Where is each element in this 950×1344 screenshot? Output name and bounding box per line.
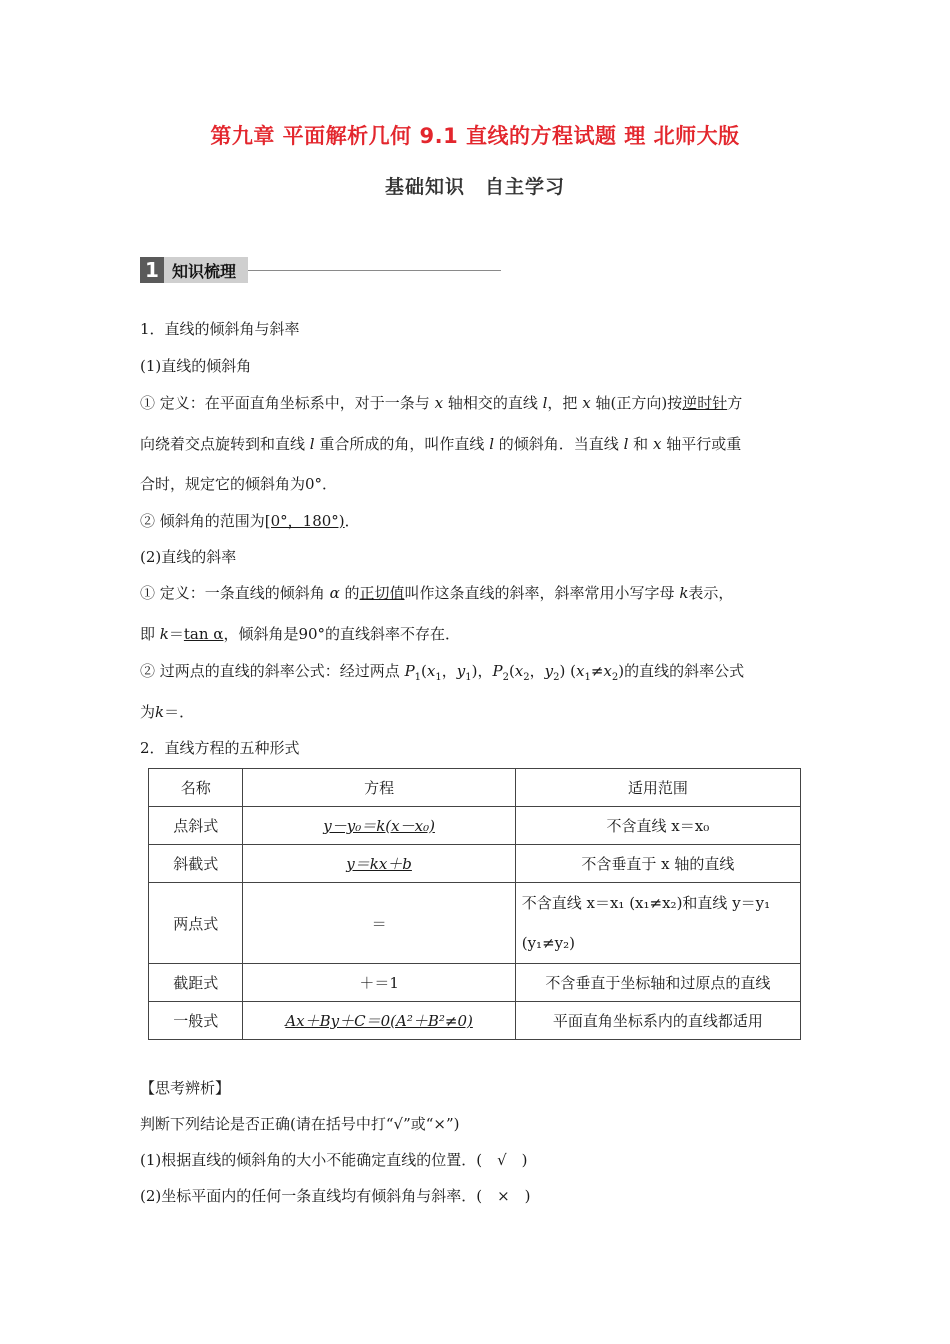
range-text: 不含直线 x＝x₁ (x₁≠x₂)和直线 y＝y₁ <box>521 894 771 912</box>
text: 轴平行或重 <box>666 435 742 453</box>
range-text: (y₁≠y₂) <box>521 934 575 952</box>
table-row <box>149 807 801 845</box>
think-item-2: (2)坐标平面内的任何一条直线均有倾斜角与斜率．( × ) <box>140 1187 531 1205</box>
table-cell: 不含直线 x＝x₀ <box>515 807 800 845</box>
var-l: l <box>623 435 629 453</box>
text: 重合所成的角，叫作直线 <box>319 435 485 453</box>
table-cell <box>243 845 515 883</box>
table-header: 适用范围 <box>515 769 800 807</box>
section-rule <box>248 270 501 271</box>
table-cell: ＝ <box>243 883 515 964</box>
var-x: x <box>434 394 444 412</box>
page-title: 第九章 平面解析几何 9.1 直线的方程试题 理 北师大版 <box>210 124 740 148</box>
text: 表示， <box>688 584 734 602</box>
text: ，倾斜角是90°的直线斜率不存在． <box>223 625 461 643</box>
text: 即 <box>140 625 156 643</box>
section-label: 知识梳理 <box>164 257 248 283</box>
var-l: l <box>542 394 548 412</box>
page-subtitle: 基础知识 自主学习 <box>384 176 565 198</box>
answer-blank: Ax＋By＋C＝0(A²＋B²≠0) <box>285 1012 473 1030</box>
table-cell: ＋＝1 <box>243 964 515 1002</box>
equation-forms-table <box>148 768 801 1040</box>
var-x: x <box>582 394 591 412</box>
text: 方 <box>727 394 743 412</box>
table-cell: 点斜式 <box>149 807 243 845</box>
heading-1-2: (2)直线的斜率 <box>140 548 237 566</box>
text: ② 倾斜角的范围为 <box>140 512 265 530</box>
answer-blank: 正切值 <box>359 584 405 602</box>
table-cell: 不含垂直于 x 轴的直线 <box>515 845 800 883</box>
text: 的倾斜角．当直线 <box>498 435 619 453</box>
answer-blank: [0°，180°) <box>264 512 345 530</box>
var-k: k <box>155 703 165 721</box>
text: 向绕着交点旋转到和直线 <box>140 435 306 453</box>
text: 的直线的斜率公式 <box>624 662 745 680</box>
two-point-line: ② 过两点的直线的斜率公式：经过两点 $P_1(x_1$，$y_1$)，$P_2(x_2$，$y_2$) $(x_1\ne x_2)$的直线的斜率公式 <box>140 662 745 683</box>
section-header <box>140 257 501 283</box>
heading-2: 2．直线方程的五种形式 <box>140 739 300 757</box>
text: 轴相交的直线 <box>447 394 538 412</box>
table-cell: 不含垂直于坐标轴和过原点的直线 <box>515 964 800 1002</box>
range-line <box>140 510 360 531</box>
heading-1-1: (1)直线的倾斜角 <box>140 357 252 375</box>
table-header-row <box>149 769 801 807</box>
var-l: l <box>309 435 315 453</box>
definition-line-1 <box>140 392 742 413</box>
table-row <box>149 964 801 1002</box>
var-x: x <box>652 435 662 453</box>
text: ① 定义：一条直线的倾斜角 <box>140 584 325 602</box>
text: 和 <box>633 435 649 453</box>
var-l: l <box>489 435 494 453</box>
text: ＝ <box>168 625 184 643</box>
definition-line-2 <box>140 433 741 454</box>
table-cell: 截距式 <box>149 964 243 1002</box>
table-row <box>149 883 801 964</box>
text: ＝． <box>164 703 195 721</box>
answer-blank: y＝kx＋b <box>346 855 412 873</box>
definition-line-3: 合时，规定它的倾斜角为0°． <box>140 475 338 493</box>
slope-line-2 <box>140 623 460 644</box>
table-cell <box>243 1002 515 1040</box>
text: 轴(正方向)按 <box>595 394 683 412</box>
think-question: 判断下列结论是否正确(请在括号中打“√”或“×”) <box>140 1115 460 1133</box>
var-alpha: α <box>329 584 340 602</box>
text: ② 过两点的直线的斜率公式：经过两点 <box>140 662 400 680</box>
text: 为 <box>140 703 156 721</box>
table-cell <box>515 883 800 964</box>
two-point-line-2 <box>140 701 194 722</box>
answer-blank: 逆时针 <box>682 394 728 412</box>
text: 叫作这条直线的斜率，斜率常用小写字母 <box>404 584 675 602</box>
var-k: k <box>159 625 169 643</box>
table-cell: 一般式 <box>149 1002 243 1040</box>
text: 的 <box>344 584 360 602</box>
table-cell: 两点式 <box>149 883 243 964</box>
section-number: 1 <box>140 257 164 283</box>
slope-line-1 <box>140 582 733 603</box>
text: ，把 <box>547 394 578 412</box>
table-cell: 斜截式 <box>149 845 243 883</box>
var-k: k <box>679 584 689 602</box>
think-heading: 【思考辨析】 <box>140 1079 231 1097</box>
table-cell <box>243 807 515 845</box>
heading-1: 1．直线的倾斜角与斜率 <box>140 320 300 338</box>
answer-blank: y－y₀＝k(x－x₀) <box>323 817 435 835</box>
answer-blank: tan α <box>183 625 224 643</box>
table-row <box>149 1002 801 1040</box>
table-cell: 平面直角坐标系内的直线都适用 <box>515 1002 800 1040</box>
table-row <box>149 845 801 883</box>
think-item-1: (1)根据直线的倾斜角的大小不能确定直线的位置．( √ ) <box>140 1151 528 1169</box>
table-header: 方程 <box>243 769 515 807</box>
text: ． <box>344 512 360 530</box>
text: ① 定义：在平面直角坐标系中，对于一条与 <box>140 394 430 412</box>
table-header: 名称 <box>149 769 243 807</box>
